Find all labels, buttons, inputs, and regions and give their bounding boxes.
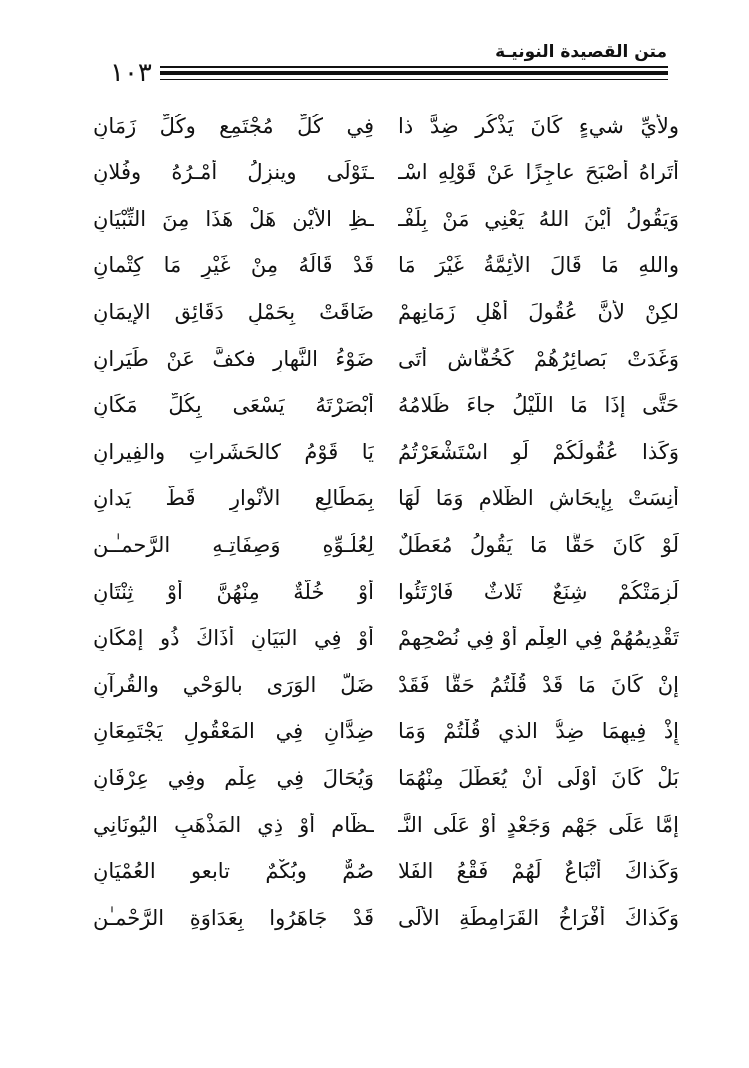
first-hemistich: وَكَذاكَ أَفْرَاخُ القَرَامِطَةِ الأُلَى [398,905,679,930]
second-hemistich: أَوْ خُلَّةٌ مِنْهُنَّ أَوْ ثِنْتَانِ [93,579,374,604]
verse-line [93,150,679,197]
second-hemistich: قَدْ جَاهَرُوا بِعَدَاوَةِ الرَّحْمـٰنِ [93,905,374,930]
verse-line [93,429,679,476]
verse-line [93,103,679,150]
first-hemistich: وَيَقُولُ أَيْنَ اللهُ يَعْنِي مَنْ بِلَفْـ [398,206,679,231]
first-hemistich: وَكَذاكَ أَتْبَاعٌ لَهُمْ فَقْعُ الفَلا [398,859,679,884]
verse-line [93,802,679,849]
first-hemistich: أَنِسَتْ بِإِيحَاشِ الظَّلامِ وَمَا لَهَا [398,486,679,511]
second-hemistich: ـظِ الأَيْنِ هَلْ هَذَا مِنَ التِّبْيَانِ [93,206,374,231]
verse-line [93,243,679,290]
header-rule [160,71,668,75]
first-hemistich: لكِنْ لأَنَّ عُقُولَ أَهْلِ زَمَانِهِمْ [398,300,679,325]
first-hemistich: تَقْدِيمُهُمْ فِي العِلْمِ أَوْ فِي نُصْحِهِمْ [398,626,679,651]
second-hemistich: يَا قَوْمُ كالحَشَراتِ والفِيرانِ [93,439,374,464]
header-rule [160,66,668,68]
second-hemistich: فِي كُلِّ مُجْتَمِعٍ وكُلِّ زَمَانِ [93,113,374,138]
first-hemistich: لَوْ كَانَ حَقًّا مَا يَقُولُ مُعَطِّلٌ [398,533,679,558]
second-hemistich: ضِدَّانِ فِي المَعْقُولِ يَجْتَمِعَانِ [93,719,374,744]
first-hemistich: إِمَّا عَلَى جَهْمٍ وَجَعْدٍ أَوْ عَلَى النَّـ [398,812,679,837]
first-hemistich: واللهِ مَا قَالَ الأَئِمَّةُ غَيْرَ مَا [398,253,679,278]
verse-line [93,336,679,383]
first-hemistich: لَزِمَتْكُمْ شِنَعٌ ثَلاثٌ فَارْتَئُوا [398,579,679,604]
second-hemistich: صُمٌّ وبُكْمٌ تابعو العُمْيَانِ [93,859,374,884]
first-hemistich: وَغَدَتْ بَصائِرُهُمْ كَخُفَّاشٍ أَتَى [398,346,679,371]
first-hemistich: وَكَذا عُقُولُكُمْ لَوِ اسْتَشْعَرْتُمُ [398,439,679,464]
second-hemistich: ضَوْءُ النَّهارِ فكفَّ عَنْ طَيَرانِ [93,346,374,371]
verse-line [93,616,679,663]
poem-verses [93,103,679,942]
second-hemistich: ضَاقَتْ بِحَمْلِ دَقَائِقِ الإِيمَانِ [93,300,374,325]
second-hemistich: أَبْصَرْتَهُ يَسْعَى بِكُلِّ مَكَانِ [93,393,374,418]
page-number: ١٠٣ [110,58,152,88]
second-hemistich: أَوْ فِي البَيَانِ أَذَاكَ ذُو إِمْكَانِ [93,626,374,651]
first-hemistich: ولأيِّ شيءٍ كَانَ يَذْكُر ضِدَّ ذا [398,113,679,138]
header-rule [160,79,668,80]
verse-line [93,522,679,569]
first-hemistich: إِنْ كَانَ مَا قَدْ قُلْتُمُ حَقًّا فَقَدْ [398,672,679,697]
first-hemistich: إِذْ فِيهِمَا ضِدُّ الذي قُلْتُمْ وَمَا [398,719,679,744]
second-hemistich: ضَلَّ الوَرَى بالوَحْيِ والقُرآنِ [93,672,374,697]
verse-line [93,569,679,616]
verse-line [93,895,679,942]
running-title: متن القصيدة النونيـة [495,42,667,62]
second-hemistich: ـظَّامِ أَوْ ذِي المَذْهَبِ اليُونَانِي [93,812,374,837]
second-hemistich: بِمَطَالِعِ الأَنْوارِ قَطُّ يَدانِ [93,486,374,511]
second-hemistich: ـتَوْلَى وينزِلُ أَمْـرُهُ وفُلانِ [93,160,374,185]
second-hemistich: وَيُحَالَ فِي عِلْمٍ وفِي عِرْفَانِ [93,766,374,791]
verse-line [93,196,679,243]
verse-line [93,476,679,523]
first-hemistich: حَتَّى إِذَا مَا اللَّيْلُ جاءَ ظَلامُهُ [398,393,679,418]
verse-line [93,289,679,336]
verse-line [93,383,679,430]
verse-line [93,849,679,896]
first-hemistich: أَتَراهُ أَصْبَحَ عاجِزًا عَنْ قَوْلِهِ اسْـ [398,160,679,185]
verse-line [93,662,679,709]
first-hemistich: بَلْ كَانَ أَوْلَى أَنْ يُعَطَّلَ مِنْهُمَا [398,766,679,791]
verse-line [93,709,679,756]
second-hemistich: قَدْ قَالَهُ مِنْ غَيْرِ مَا كِتْمانِ [93,253,374,278]
verse-line [93,755,679,802]
second-hemistich: لِعُلُـوِّهِ وَصِفَاتِـهِ الرَّحمـٰـنِ [93,533,374,558]
